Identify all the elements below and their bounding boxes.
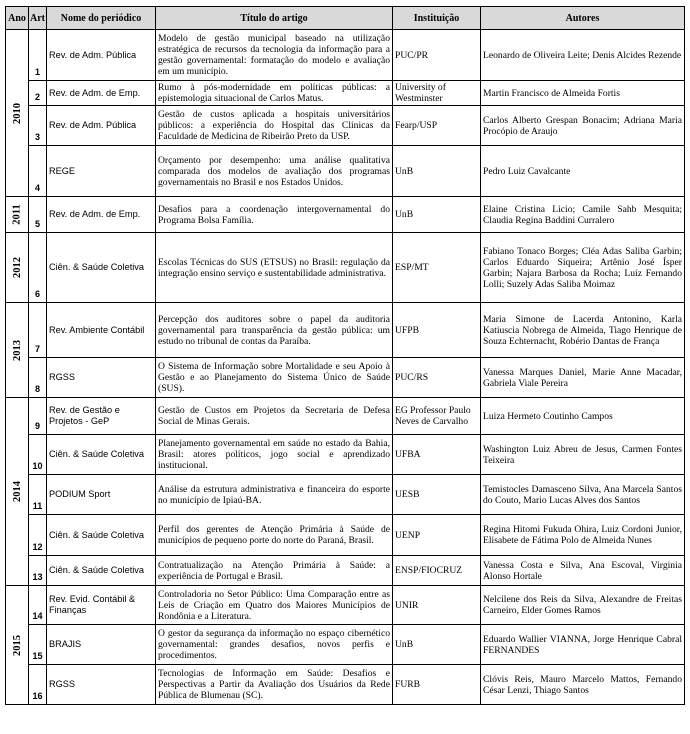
art-number: 9 — [29, 398, 47, 435]
authors: Vanessa Costa e Silva, Ana Escoval, Virginia Alonso Hortale — [481, 556, 685, 586]
journal-name: Ciên. & Saúde Coletiva — [47, 435, 156, 475]
year-label: 2015 — [11, 634, 23, 656]
table-row — [6, 665, 685, 705]
journal-name: BRAJIS — [47, 625, 156, 665]
journal-name: Rev. de Adm. Pública — [47, 30, 156, 81]
institution: EG Professor Paulo Neves de Carvalho — [393, 398, 481, 435]
art-number: 12 — [29, 515, 47, 556]
journal-name: Ciên. & Saúde Coletiva — [47, 233, 156, 303]
table-row — [6, 556, 685, 586]
table-row — [6, 233, 685, 303]
institution: University of Westminster — [393, 81, 481, 106]
art-number: 1 — [29, 30, 47, 81]
journal-name: REGE — [47, 146, 156, 197]
article-title: Orçamento por desempenho: uma análise qualitativa comparada dos modelos de avaliação dos programas governamentais no Brasil e nos Estados Unidos. — [156, 146, 393, 197]
table-row — [6, 398, 685, 435]
institution: UNIR — [393, 586, 481, 625]
year-label: 2014 — [11, 481, 23, 502]
year-cell-2015 — [6, 586, 29, 705]
year-cell-2011 — [6, 197, 29, 233]
authors: Clóvis Reis, Mauro Marcelo Mattos, Fernando César Lenzi, Thiago Santos — [481, 665, 685, 705]
table-header-row — [6, 7, 685, 30]
art-number: 7 — [29, 303, 47, 358]
authors: Martin Francisco de Almeida Fortis — [481, 81, 685, 106]
header-instituicao: Instituição — [393, 7, 481, 30]
institution: ESP/MT — [393, 233, 481, 303]
articles-table — [5, 6, 685, 705]
year-label: 2013 — [11, 339, 23, 361]
journal-name: Rev. Ambiente Contábil — [47, 303, 156, 358]
header-titulo: Título do artigo — [156, 7, 393, 30]
table-row — [6, 303, 685, 358]
institution: PUC/PR — [393, 30, 481, 81]
institution: FURB — [393, 665, 481, 705]
journal-name: RGSS — [47, 665, 156, 705]
year-cell-2014 — [6, 398, 29, 586]
article-title: Controladoria no Setor Público: Uma Comparação entre as Leis de Criação em Quatro dos Maiores Municípios de Rondônia e a Literatura. — [156, 586, 393, 625]
table-row — [6, 197, 685, 233]
authors: Luiza Hermeto Coutinho Campos — [481, 398, 685, 435]
art-number: 13 — [29, 556, 47, 586]
year-cell-2013 — [6, 303, 29, 398]
table-row — [6, 435, 685, 475]
art-number: 16 — [29, 665, 47, 705]
authors: Nelcilene dos Reis da Silva, Alexandre de Freitas Carneiro, Elder Gomes Ramos — [481, 586, 685, 625]
table-row — [6, 146, 685, 197]
institution: PUC/RS — [393, 358, 481, 398]
institution: UENP — [393, 515, 481, 556]
article-title: Desafios para a coordenação intergovernamental do Programa Bolsa Família. — [156, 197, 393, 233]
article-title: Escolas Técnicas do SUS (ETSUS) no Brasil: regulação da integração ensino serviço e sustentabilidade administrativa. — [156, 233, 393, 303]
table-row — [6, 358, 685, 398]
institution: UFBA — [393, 435, 481, 475]
journal-name: Ciên. & Saúde Coletiva — [47, 515, 156, 556]
article-title: O Sistema de Informação sobre Mortalidade e seu Apoio à Gestão e ao Planejamento do Sistema Único de Saúde (SUS). — [156, 358, 393, 398]
institution: UnB — [393, 146, 481, 197]
table-row — [6, 475, 685, 515]
article-title: Percepção dos auditores sobre o papel da auditoria governamental para transparência da gestão pública: um estudo no tribunal de contas da Paraíba. — [156, 303, 393, 358]
art-number: 8 — [29, 358, 47, 398]
authors: Pedro Luiz Cavalcante — [481, 146, 685, 197]
authors: Washington Luiz Abreu de Jesus, Carmen Fontes Teixeira — [481, 435, 685, 475]
header-art: Art — [29, 7, 47, 30]
journal-name: Rev. de Adm. de Emp. — [47, 197, 156, 233]
header-periodico: Nome do periódico — [47, 7, 156, 30]
art-number: 3 — [29, 106, 47, 146]
institution: Fearp/USP — [393, 106, 481, 146]
authors: Eduardo Wallier VIANNA, Jorge Henrique Cabral FERNANDES — [481, 625, 685, 665]
articles-table-container — [5, 6, 684, 705]
year-label: 2011 — [11, 204, 23, 225]
article-title: Gestão de custos aplicada a hospitais universitários públicos: a experiência do Hospital das Clínicas da Faculdade de Medicina de Ribeirão Preto da USP. — [156, 106, 393, 146]
table-row — [6, 81, 685, 106]
authors: Elaine Cristina Licio; Camile Sahb Mesquita; Claudia Regina Baddini Curralero — [481, 197, 685, 233]
article-title: Rumo à pós-modernidade em políticas públicas: a epistemologia situacional de Carlos Matus. — [156, 81, 393, 106]
authors: Fabiano Tonaco Borges; Cléa Adas Saliba Garbin; Carlos Eduardo Siqueira; Artênio José Ísper Garbin; Najara Barbosa da Rocha; Luíz Fernando Lolli; Suzely Adas Saliba Moimaz — [481, 233, 685, 303]
art-number: 4 — [29, 146, 47, 197]
authors: Temistocles Damasceno Silva, Ana Marcela Santos do Couto, Mario Lucas Alves dos Santos — [481, 475, 685, 515]
journal-name: PODIUM Sport — [47, 475, 156, 515]
art-number: 2 — [29, 81, 47, 106]
article-title: Planejamento governamental em saúde no estado da Bahia, Brasil: atores políticos, jogo social e aprendizado institucional. — [156, 435, 393, 475]
header-ano: Ano — [6, 7, 29, 30]
table-row — [6, 515, 685, 556]
table-row — [6, 106, 685, 146]
authors: Maria Simone de Lacerda Antonino, Karla Katiuscia Nobrega de Almeida, Tiago Henrique de Souza Echternacht, Robério Dantas de França — [481, 303, 685, 358]
institution: ENSP/FIOCRUZ — [393, 556, 481, 586]
art-number: 5 — [29, 197, 47, 233]
year-label: 2012 — [11, 257, 23, 278]
article-title: Gestão de Custos em Projetos da Secretaria de Defesa Social de Minas Gerais. — [156, 398, 393, 435]
institution: UESB — [393, 475, 481, 515]
journal-name: Ciên. & Saúde Coletiva — [47, 556, 156, 586]
article-title: O gestor da segurança da informação no espaço cibernético governamental: grandes desafios, novos perfis e procedimentos. — [156, 625, 393, 665]
journal-name: Rev. de Adm. de Emp. — [47, 81, 156, 106]
year-cell-2010 — [6, 30, 29, 197]
article-title: Análise da estrutura administrativa e financeira do esporte no município de Ipiaú-BA. — [156, 475, 393, 515]
table-row — [6, 586, 685, 625]
institution: UFPB — [393, 303, 481, 358]
table-row — [6, 30, 685, 81]
year-cell-2012 — [6, 233, 29, 303]
article-title: Tecnologias de Informação em Saúde: Desafios e Perspectivas a Partir da Avaliação dos Usuários da Rede Pública de Blumenau (SC). — [156, 665, 393, 705]
authors: Leonardo de Oliveira Leite; Denis Alcides Rezende — [481, 30, 685, 81]
journal-name: Rev. de Gestão e Projetos - GeP — [47, 398, 156, 435]
authors: Vanessa Marques Daniel, Marie Anne Macadar, Gabriela Viale Pereira — [481, 358, 685, 398]
article-title: Contratualização na Atenção Primária à Saúde: a experiência de Portugal e Brasil. — [156, 556, 393, 586]
authors: Carlos Alberto Grespan Bonacim; Adriana Maria Procópio de Araujo — [481, 106, 685, 146]
authors: Regina Hitomi Fukuda Ohira, Luiz Cordoni Junior, Elisabete de Fátima Polo de Almeida Nunes — [481, 515, 685, 556]
journal-name: RGSS — [47, 358, 156, 398]
table-row — [6, 625, 685, 665]
art-number: 6 — [29, 233, 47, 303]
article-title: Modelo de gestão municipal baseado na utilização estratégica de recursos da tecnologia da informação para a gestão governamental: formatação do modelo e avaliação em um município. — [156, 30, 393, 81]
art-number: 11 — [29, 475, 47, 515]
institution: UnB — [393, 197, 481, 233]
journal-name: Rev. de Adm. Pública — [47, 106, 156, 146]
header-autores: Autores — [481, 7, 685, 30]
art-number: 15 — [29, 625, 47, 665]
journal-name: Rev. Evid. Contábil & Finanças — [47, 586, 156, 625]
art-number: 10 — [29, 435, 47, 475]
article-title: Perfil dos gerentes de Atenção Primária à Saúde de municípios de pequeno porte do norte do Paraná, Brasil. — [156, 515, 393, 556]
institution: UnB — [393, 625, 481, 665]
year-label: 2010 — [11, 102, 23, 124]
art-number: 14 — [29, 586, 47, 625]
